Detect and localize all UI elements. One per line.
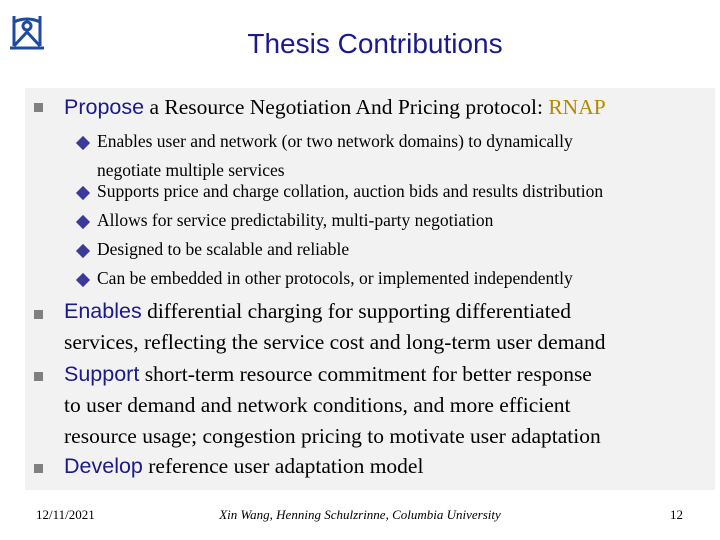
bullet-lead: Propose	[64, 95, 145, 119]
subbullet-item: Can be embedded in other protocols, or implemented independently	[97, 268, 573, 288]
square-bullet-icon	[34, 464, 43, 473]
square-bullet-icon	[34, 310, 43, 319]
bullet-text: a Resource Negotiation And Pricing protocol:	[144, 95, 549, 119]
bullet-propose	[64, 92, 704, 123]
subbullet-item: Allows for service predictability, multi-party negotiation	[97, 210, 494, 230]
bullet-text: reference user adaptation model	[142, 454, 424, 478]
subbullet-item: Enables user and network (or two network domains) to dynamically negotiate multiple services	[97, 131, 573, 180]
footer-authors: Xin Wang, Henning Schulzrinne, Columbia University	[219, 507, 501, 522]
bullet-enables	[64, 296, 704, 358]
square-bullet-icon	[34, 103, 43, 112]
bullet-text: differential charging for supporting differentiated services, reflecting the service cost and long-term user demand	[64, 299, 606, 354]
square-bullet-icon	[34, 372, 43, 381]
bullet-lead: Develop	[64, 454, 143, 478]
footer-date: 12/11/2021	[36, 507, 95, 522]
rnap-highlight: RNAP	[548, 95, 606, 119]
bullet-text: short-term resource commitment for better response to user demand and network conditions, and more efficient resource usage; congestion pricing to motivate user adaptation	[64, 362, 601, 448]
bullet-develop	[64, 451, 704, 482]
page-number: 12	[670, 507, 683, 522]
bullet-lead: Support	[64, 362, 140, 386]
bullet-support	[64, 359, 704, 452]
slide-title: Thesis Contributions	[247, 28, 503, 59]
bullet-lead: Enables	[64, 299, 142, 323]
subbullet-item: Designed to be scalable and reliable	[97, 239, 350, 259]
subbullet-item: Supports price and charge collation, auction bids and results distribution	[97, 181, 604, 201]
